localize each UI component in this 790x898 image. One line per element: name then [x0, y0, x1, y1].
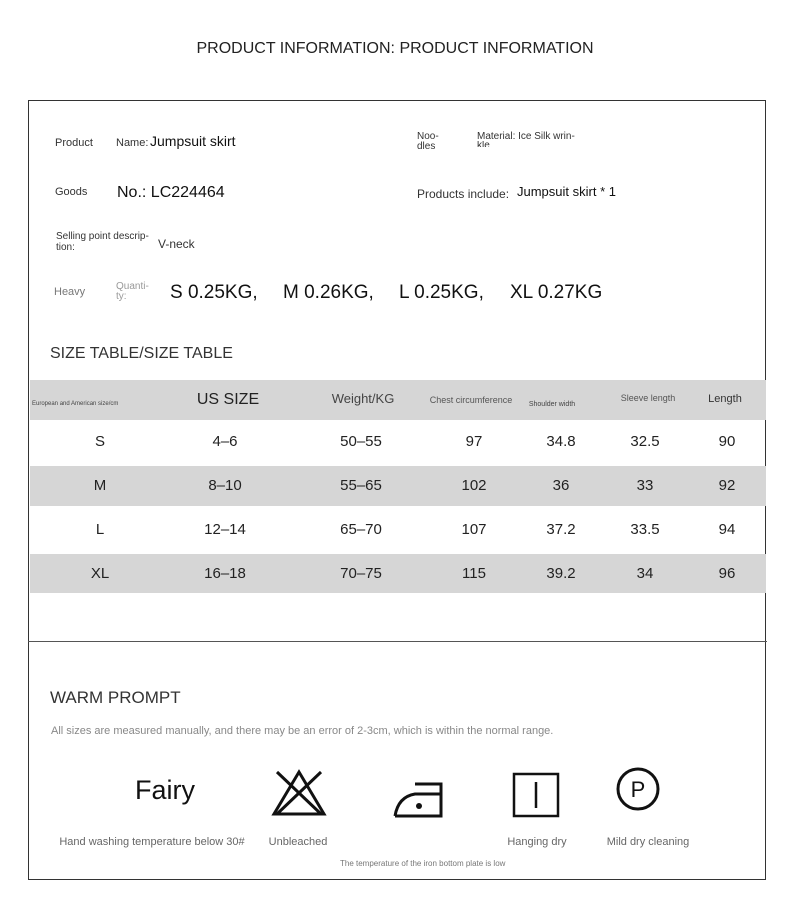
header-length: Length — [708, 393, 742, 405]
cell-us-l: 12–14 — [204, 521, 246, 538]
iron-temperature-note: The temperature of the iron bottom plate is low — [340, 859, 506, 868]
hand-wash-caption: Hand washing temperature below 30# — [59, 836, 245, 848]
includes-label: Products include: — [417, 187, 510, 201]
cell-us-s: 4–6 — [212, 433, 238, 450]
cell-size-s: S — [94, 433, 105, 450]
cell-us-m: 8–10 — [208, 477, 242, 494]
selling-value: V-neck — [158, 237, 195, 251]
includes-value: Jumpsuit skirt * 1 — [517, 184, 616, 199]
header-us-size: US SIZE — [196, 391, 260, 408]
cell-us-xl: 16–18 — [204, 565, 246, 582]
cell-sleeve-m: 33 — [636, 477, 654, 494]
header-weight: Weight/KG — [331, 391, 395, 406]
number-value: No.: LC224464 — [117, 184, 225, 201]
cell-chest-l: 107 — [461, 521, 487, 538]
cell-length-m: 92 — [718, 477, 736, 494]
header-shoulder: Shoulder width — [528, 401, 576, 408]
weight-s: S 0.25KG, — [170, 282, 258, 303]
quantity-label-2: ty: — [116, 291, 127, 302]
cell-size-l: L — [95, 521, 105, 538]
hanging-dry-caption: Hanging dry — [507, 836, 567, 848]
size-table-title: SIZE TABLE/SIZE TABLE — [50, 345, 233, 362]
product-label: Product — [55, 137, 93, 149]
cell-sleeve-xl: 34 — [636, 565, 654, 582]
name-label: Name: — [116, 137, 149, 149]
material-label-1: Material: Ice Silk wrin- — [477, 131, 575, 142]
selling-label-1: Selling point descrip- — [56, 231, 149, 242]
cell-length-xl: 96 — [718, 565, 736, 582]
cell-size-xl: XL — [90, 565, 110, 582]
dry-cleaning-icon — [615, 766, 661, 812]
cell-chest-xl: 115 — [462, 565, 486, 582]
dry-cleaning-letter: P — [630, 777, 646, 802]
hanging-dry-icon — [512, 772, 560, 818]
cell-weight-m: 55–65 — [340, 477, 382, 494]
header-sleeve: Sleeve length — [620, 393, 676, 403]
warm-prompt-note: All sizes are measured manually, and there may be an error of 2-3cm, which is within the normal range. — [51, 725, 554, 737]
name-value: Jumpsuit skirt — [150, 133, 236, 149]
cell-weight-l: 65–70 — [340, 521, 382, 538]
cell-weight-xl: 70–75 — [340, 565, 382, 582]
noodles-label-1: Noo- — [417, 131, 439, 142]
dry-cleaning-caption: Mild dry cleaning — [606, 836, 690, 848]
cell-size-m: M — [93, 477, 107, 494]
warm-prompt-title: WARM PROMPT — [50, 688, 181, 707]
header-chest: Chest circumference — [429, 395, 513, 405]
iron-icon — [391, 774, 445, 820]
cell-length-l: 94 — [718, 521, 736, 538]
section-divider — [28, 641, 767, 642]
cell-weight-s: 50–55 — [340, 433, 382, 450]
weight-xl: XL 0.27KG — [510, 282, 603, 303]
cell-sleeve-l: 33.5 — [630, 521, 660, 538]
cell-shoulder-l: 37.2 — [546, 521, 576, 538]
heavy-label: Heavy — [54, 286, 86, 298]
weight-m: M 0.26KG, — [283, 282, 374, 303]
fairy-wordmark: Fairy — [135, 775, 195, 805]
cell-sleeve-s: 32.5 — [630, 433, 660, 450]
unbleached-caption: Unbleached — [268, 836, 328, 848]
quantity-label-1: Quanti- — [116, 281, 149, 292]
cell-shoulder-m: 36 — [552, 477, 570, 494]
material-label-2: kle — [477, 141, 490, 147]
weight-l: L 0.25KG, — [399, 282, 484, 303]
page-title: PRODUCT INFORMATION: PRODUCT INFORMATION — [196, 40, 594, 57]
unbleached-icon — [269, 766, 329, 818]
cell-chest-m: 102 — [461, 477, 487, 494]
cell-chest-s: 97 — [465, 433, 483, 450]
cell-shoulder-xl: 39.2 — [546, 565, 576, 582]
cell-length-s: 90 — [718, 433, 736, 450]
goods-label: Goods — [55, 186, 88, 198]
noodles-label-2: dles — [417, 141, 436, 152]
cell-shoulder-s: 34.8 — [546, 433, 576, 450]
selling-label-2: tion: — [56, 242, 75, 253]
header-eu-size: European and American size/cm — [32, 401, 119, 407]
